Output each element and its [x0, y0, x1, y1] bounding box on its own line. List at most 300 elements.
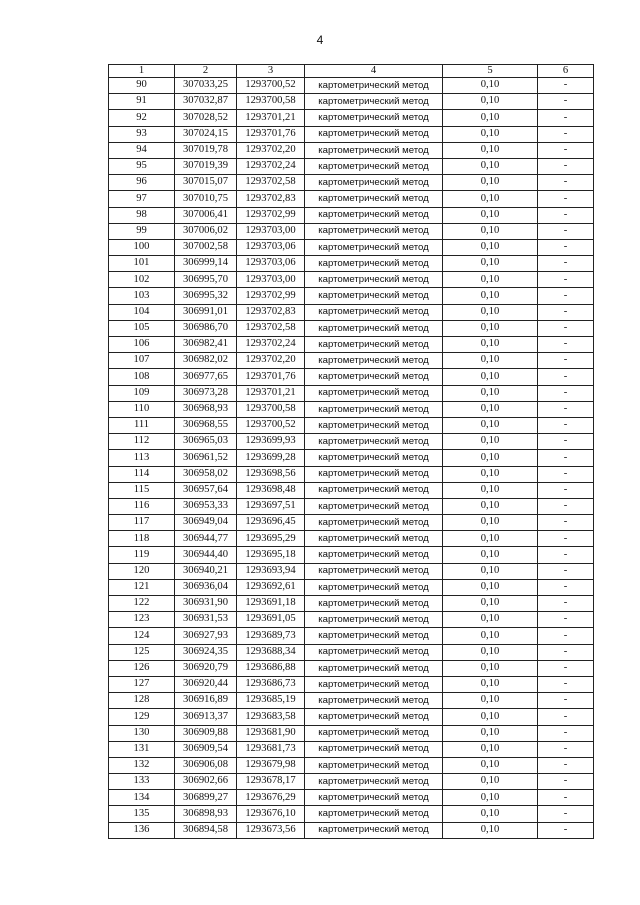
- table-row: [109, 191, 594, 207]
- method-cell: картометрический метод: [305, 175, 443, 191]
- note-cell: -: [538, 790, 594, 806]
- point-number-cell: 120: [109, 563, 175, 579]
- method-cell: картометрический метод: [305, 596, 443, 612]
- x-coordinate-cell: 306995,32: [175, 288, 237, 304]
- table-row: [109, 223, 594, 239]
- note-cell: -: [538, 288, 594, 304]
- method-cell: картометрический метод: [305, 547, 443, 563]
- note-cell: -: [538, 757, 594, 773]
- y-coordinate-cell: 1293702,20: [237, 353, 305, 369]
- note-cell: -: [538, 596, 594, 612]
- y-coordinate-cell: 1293673,56: [237, 822, 305, 838]
- accuracy-cell: 0,10: [443, 353, 538, 369]
- table-row: [109, 110, 594, 126]
- note-cell: -: [538, 175, 594, 191]
- x-coordinate-cell: 306953,33: [175, 498, 237, 514]
- method-cell: картометрический метод: [305, 757, 443, 773]
- x-coordinate-cell: 306944,77: [175, 531, 237, 547]
- y-coordinate-cell: 1293695,18: [237, 547, 305, 563]
- note-cell: -: [538, 579, 594, 595]
- page-number: 4: [316, 33, 324, 47]
- accuracy-cell: 0,10: [443, 466, 538, 482]
- point-number-cell: 102: [109, 272, 175, 288]
- point-number-cell: 100: [109, 239, 175, 255]
- y-coordinate-cell: 1293703,00: [237, 223, 305, 239]
- point-number-cell: 91: [109, 94, 175, 110]
- note-cell: -: [538, 94, 594, 110]
- y-coordinate-cell: 1293698,56: [237, 466, 305, 482]
- point-number-cell: 111: [109, 417, 175, 433]
- method-cell: картометрический метод: [305, 320, 443, 336]
- accuracy-cell: 0,10: [443, 126, 538, 142]
- y-coordinate-cell: 1293689,73: [237, 628, 305, 644]
- point-number-cell: 130: [109, 725, 175, 741]
- note-cell: -: [538, 110, 594, 126]
- method-cell: картометрический метод: [305, 126, 443, 142]
- point-number-cell: 97: [109, 191, 175, 207]
- method-cell: картометрический метод: [305, 417, 443, 433]
- x-coordinate-cell: 306931,90: [175, 596, 237, 612]
- method-cell: картометрический метод: [305, 385, 443, 401]
- column-header: 6: [538, 65, 594, 78]
- table-row: [109, 337, 594, 353]
- x-coordinate-cell: 306982,02: [175, 353, 237, 369]
- y-coordinate-cell: 1293695,29: [237, 531, 305, 547]
- table-row: [109, 369, 594, 385]
- y-coordinate-cell: 1293700,58: [237, 401, 305, 417]
- method-cell: картометрический метод: [305, 256, 443, 272]
- point-number-cell: 118: [109, 531, 175, 547]
- table-row: [109, 434, 594, 450]
- point-number-cell: 103: [109, 288, 175, 304]
- point-number-cell: 117: [109, 515, 175, 531]
- method-cell: картометрический метод: [305, 579, 443, 595]
- note-cell: -: [538, 709, 594, 725]
- point-number-cell: 134: [109, 790, 175, 806]
- table-row: [109, 725, 594, 741]
- table-row: [109, 579, 594, 595]
- point-number-cell: 129: [109, 709, 175, 725]
- column-header: 1: [109, 65, 175, 78]
- y-coordinate-cell: 1293702,99: [237, 207, 305, 223]
- accuracy-cell: 0,10: [443, 272, 538, 288]
- point-number-cell: 94: [109, 142, 175, 158]
- note-cell: -: [538, 774, 594, 790]
- note-cell: -: [538, 547, 594, 563]
- table-row: [109, 288, 594, 304]
- point-number-cell: 135: [109, 806, 175, 822]
- note-cell: -: [538, 676, 594, 692]
- method-cell: картометрический метод: [305, 304, 443, 320]
- x-coordinate-cell: 306944,40: [175, 547, 237, 563]
- table-row: [109, 158, 594, 174]
- x-coordinate-cell: 306968,55: [175, 417, 237, 433]
- point-number-cell: 95: [109, 158, 175, 174]
- table-row: [109, 385, 594, 401]
- point-number-cell: 115: [109, 482, 175, 498]
- method-cell: картометрический метод: [305, 78, 443, 94]
- table-body: [109, 78, 594, 839]
- method-cell: картометрический метод: [305, 207, 443, 223]
- accuracy-cell: 0,10: [443, 175, 538, 191]
- accuracy-cell: 0,10: [443, 320, 538, 336]
- x-coordinate-cell: 307019,78: [175, 142, 237, 158]
- table-row: [109, 401, 594, 417]
- x-coordinate-cell: 306902,66: [175, 774, 237, 790]
- accuracy-cell: 0,10: [443, 110, 538, 126]
- table-row: [109, 531, 594, 547]
- accuracy-cell: 0,10: [443, 207, 538, 223]
- y-coordinate-cell: 1293702,20: [237, 142, 305, 158]
- method-cell: картометрический метод: [305, 676, 443, 692]
- y-coordinate-cell: 1293701,76: [237, 369, 305, 385]
- accuracy-cell: 0,10: [443, 450, 538, 466]
- table-row: [109, 175, 594, 191]
- x-coordinate-cell: 306961,52: [175, 450, 237, 466]
- x-coordinate-cell: 306909,88: [175, 725, 237, 741]
- note-cell: -: [538, 207, 594, 223]
- y-coordinate-cell: 1293702,99: [237, 288, 305, 304]
- accuracy-cell: 0,10: [443, 709, 538, 725]
- method-cell: картометрический метод: [305, 353, 443, 369]
- y-coordinate-cell: 1293702,83: [237, 191, 305, 207]
- table-row: [109, 547, 594, 563]
- y-coordinate-cell: 1293700,52: [237, 78, 305, 94]
- point-number-cell: 98: [109, 207, 175, 223]
- method-cell: картометрический метод: [305, 563, 443, 579]
- point-number-cell: 123: [109, 612, 175, 628]
- note-cell: -: [538, 563, 594, 579]
- table-row: [109, 596, 594, 612]
- note-cell: -: [538, 725, 594, 741]
- note-cell: -: [538, 369, 594, 385]
- y-coordinate-cell: 1293698,48: [237, 482, 305, 498]
- accuracy-cell: 0,10: [443, 757, 538, 773]
- method-cell: картометрический метод: [305, 628, 443, 644]
- column-header: 2: [175, 65, 237, 78]
- point-number-cell: 128: [109, 693, 175, 709]
- table-row: [109, 126, 594, 142]
- y-coordinate-cell: 1293702,58: [237, 175, 305, 191]
- y-coordinate-cell: 1293693,94: [237, 563, 305, 579]
- y-coordinate-cell: 1293683,58: [237, 709, 305, 725]
- note-cell: -: [538, 256, 594, 272]
- accuracy-cell: 0,10: [443, 644, 538, 660]
- y-coordinate-cell: 1293691,05: [237, 612, 305, 628]
- x-coordinate-cell: 306968,93: [175, 401, 237, 417]
- note-cell: -: [538, 466, 594, 482]
- accuracy-cell: 0,10: [443, 806, 538, 822]
- y-coordinate-cell: 1293686,88: [237, 660, 305, 676]
- x-coordinate-cell: 306906,08: [175, 757, 237, 773]
- accuracy-cell: 0,10: [443, 693, 538, 709]
- point-number-cell: 121: [109, 579, 175, 595]
- note-cell: -: [538, 531, 594, 547]
- point-number-cell: 93: [109, 126, 175, 142]
- x-coordinate-cell: 307010,75: [175, 191, 237, 207]
- method-cell: картометрический метод: [305, 709, 443, 725]
- x-coordinate-cell: 306957,64: [175, 482, 237, 498]
- table-row: [109, 822, 594, 838]
- point-number-cell: 114: [109, 466, 175, 482]
- x-coordinate-cell: 306931,53: [175, 612, 237, 628]
- method-cell: картометрический метод: [305, 741, 443, 757]
- y-coordinate-cell: 1293702,83: [237, 304, 305, 320]
- method-cell: картометрический метод: [305, 272, 443, 288]
- x-coordinate-cell: 307028,52: [175, 110, 237, 126]
- accuracy-cell: 0,10: [443, 94, 538, 110]
- table-row: [109, 272, 594, 288]
- method-cell: картометрический метод: [305, 110, 443, 126]
- accuracy-cell: 0,10: [443, 482, 538, 498]
- y-coordinate-cell: 1293703,06: [237, 239, 305, 255]
- note-cell: -: [538, 191, 594, 207]
- accuracy-cell: 0,10: [443, 385, 538, 401]
- point-number-cell: 116: [109, 498, 175, 514]
- note-cell: -: [538, 822, 594, 838]
- note-cell: -: [538, 385, 594, 401]
- y-coordinate-cell: 1293678,17: [237, 774, 305, 790]
- x-coordinate-cell: 307019,39: [175, 158, 237, 174]
- table-row: [109, 94, 594, 110]
- accuracy-cell: 0,10: [443, 676, 538, 692]
- point-number-cell: 122: [109, 596, 175, 612]
- point-number-cell: 125: [109, 644, 175, 660]
- note-cell: -: [538, 353, 594, 369]
- x-coordinate-cell: 306920,79: [175, 660, 237, 676]
- accuracy-cell: 0,10: [443, 790, 538, 806]
- point-number-cell: 108: [109, 369, 175, 385]
- y-coordinate-cell: 1293703,06: [237, 256, 305, 272]
- accuracy-cell: 0,10: [443, 725, 538, 741]
- accuracy-cell: 0,10: [443, 158, 538, 174]
- y-coordinate-cell: 1293700,52: [237, 417, 305, 433]
- note-cell: -: [538, 450, 594, 466]
- note-cell: -: [538, 337, 594, 353]
- note-cell: -: [538, 78, 594, 94]
- x-coordinate-cell: 306913,37: [175, 709, 237, 725]
- point-number-cell: 105: [109, 320, 175, 336]
- method-cell: картометрический метод: [305, 790, 443, 806]
- method-cell: картометрический метод: [305, 466, 443, 482]
- x-coordinate-cell: 307024,15: [175, 126, 237, 142]
- x-coordinate-cell: 306898,93: [175, 806, 237, 822]
- accuracy-cell: 0,10: [443, 288, 538, 304]
- table-row: [109, 693, 594, 709]
- x-coordinate-cell: 306965,03: [175, 434, 237, 450]
- table-row: [109, 709, 594, 725]
- accuracy-cell: 0,10: [443, 223, 538, 239]
- table-row: [109, 417, 594, 433]
- table-row: [109, 644, 594, 660]
- note-cell: -: [538, 272, 594, 288]
- note-cell: -: [538, 806, 594, 822]
- table-row: [109, 256, 594, 272]
- point-number-cell: 124: [109, 628, 175, 644]
- x-coordinate-cell: 306899,27: [175, 790, 237, 806]
- y-coordinate-cell: 1293702,24: [237, 158, 305, 174]
- accuracy-cell: 0,10: [443, 547, 538, 563]
- y-coordinate-cell: 1293692,61: [237, 579, 305, 595]
- table-row: [109, 612, 594, 628]
- accuracy-cell: 0,10: [443, 401, 538, 417]
- method-cell: картометрический метод: [305, 644, 443, 660]
- y-coordinate-cell: 1293697,51: [237, 498, 305, 514]
- y-coordinate-cell: 1293701,76: [237, 126, 305, 142]
- table-row: [109, 142, 594, 158]
- method-cell: картометрический метод: [305, 725, 443, 741]
- table-row: [109, 498, 594, 514]
- accuracy-cell: 0,10: [443, 498, 538, 514]
- x-coordinate-cell: 307015,07: [175, 175, 237, 191]
- note-cell: -: [538, 628, 594, 644]
- coordinates-table: [108, 64, 594, 839]
- note-cell: -: [538, 612, 594, 628]
- y-coordinate-cell: 1293703,00: [237, 272, 305, 288]
- point-number-cell: 112: [109, 434, 175, 450]
- x-coordinate-cell: 306991,01: [175, 304, 237, 320]
- x-coordinate-cell: 306958,02: [175, 466, 237, 482]
- note-cell: -: [538, 142, 594, 158]
- y-coordinate-cell: 1293688,34: [237, 644, 305, 660]
- accuracy-cell: 0,10: [443, 563, 538, 579]
- note-cell: -: [538, 223, 594, 239]
- table-row: [109, 466, 594, 482]
- method-cell: картометрический метод: [305, 401, 443, 417]
- x-coordinate-cell: 306949,04: [175, 515, 237, 531]
- table-header-row: [109, 65, 594, 78]
- accuracy-cell: 0,10: [443, 78, 538, 94]
- x-coordinate-cell: 306920,44: [175, 676, 237, 692]
- point-number-cell: 106: [109, 337, 175, 353]
- accuracy-cell: 0,10: [443, 337, 538, 353]
- note-cell: -: [538, 434, 594, 450]
- point-number-cell: 110: [109, 401, 175, 417]
- y-coordinate-cell: 1293676,10: [237, 806, 305, 822]
- accuracy-cell: 0,10: [443, 660, 538, 676]
- method-cell: картометрический метод: [305, 94, 443, 110]
- accuracy-cell: 0,10: [443, 822, 538, 838]
- y-coordinate-cell: 1293701,21: [237, 385, 305, 401]
- method-cell: картометрический метод: [305, 434, 443, 450]
- accuracy-cell: 0,10: [443, 191, 538, 207]
- table-row: [109, 450, 594, 466]
- point-number-cell: 90: [109, 78, 175, 94]
- table-row: [109, 515, 594, 531]
- method-cell: картометрический метод: [305, 142, 443, 158]
- point-number-cell: 119: [109, 547, 175, 563]
- method-cell: картометрический метод: [305, 774, 443, 790]
- x-coordinate-cell: 306909,54: [175, 741, 237, 757]
- note-cell: -: [538, 660, 594, 676]
- y-coordinate-cell: 1293700,58: [237, 94, 305, 110]
- note-cell: -: [538, 304, 594, 320]
- method-cell: картометрический метод: [305, 693, 443, 709]
- accuracy-cell: 0,10: [443, 369, 538, 385]
- x-coordinate-cell: 307032,87: [175, 94, 237, 110]
- x-coordinate-cell: 306940,21: [175, 563, 237, 579]
- point-number-cell: 99: [109, 223, 175, 239]
- column-header: 5: [443, 65, 538, 78]
- column-header: 4: [305, 65, 443, 78]
- x-coordinate-cell: 307006,02: [175, 223, 237, 239]
- y-coordinate-cell: 1293681,73: [237, 741, 305, 757]
- accuracy-cell: 0,10: [443, 531, 538, 547]
- method-cell: картометрический метод: [305, 660, 443, 676]
- point-number-cell: 101: [109, 256, 175, 272]
- accuracy-cell: 0,10: [443, 304, 538, 320]
- y-coordinate-cell: 1293685,19: [237, 693, 305, 709]
- note-cell: -: [538, 482, 594, 498]
- point-number-cell: 113: [109, 450, 175, 466]
- method-cell: картометрический метод: [305, 288, 443, 304]
- accuracy-cell: 0,10: [443, 142, 538, 158]
- point-number-cell: 104: [109, 304, 175, 320]
- point-number-cell: 126: [109, 660, 175, 676]
- y-coordinate-cell: 1293681,90: [237, 725, 305, 741]
- table-row: [109, 806, 594, 822]
- table-row: [109, 774, 594, 790]
- note-cell: -: [538, 644, 594, 660]
- note-cell: -: [538, 741, 594, 757]
- method-cell: картометрический метод: [305, 239, 443, 255]
- x-coordinate-cell: 306916,89: [175, 693, 237, 709]
- table-row: [109, 353, 594, 369]
- note-cell: -: [538, 417, 594, 433]
- x-coordinate-cell: 306982,41: [175, 337, 237, 353]
- note-cell: -: [538, 126, 594, 142]
- x-coordinate-cell: 306924,35: [175, 644, 237, 660]
- column-header: 3: [237, 65, 305, 78]
- y-coordinate-cell: 1293701,21: [237, 110, 305, 126]
- table-row: [109, 207, 594, 223]
- table-row: [109, 790, 594, 806]
- method-cell: картометрический метод: [305, 450, 443, 466]
- note-cell: -: [538, 239, 594, 255]
- accuracy-cell: 0,10: [443, 239, 538, 255]
- y-coordinate-cell: 1293702,24: [237, 337, 305, 353]
- y-coordinate-cell: 1293679,98: [237, 757, 305, 773]
- accuracy-cell: 0,10: [443, 434, 538, 450]
- table-row: [109, 239, 594, 255]
- point-number-cell: 131: [109, 741, 175, 757]
- point-number-cell: 96: [109, 175, 175, 191]
- note-cell: -: [538, 515, 594, 531]
- table-row: [109, 741, 594, 757]
- x-coordinate-cell: 306936,04: [175, 579, 237, 595]
- x-coordinate-cell: 306999,14: [175, 256, 237, 272]
- method-cell: картометрический метод: [305, 822, 443, 838]
- x-coordinate-cell: 307033,25: [175, 78, 237, 94]
- method-cell: картометрический метод: [305, 369, 443, 385]
- accuracy-cell: 0,10: [443, 596, 538, 612]
- table-row: [109, 482, 594, 498]
- accuracy-cell: 0,10: [443, 256, 538, 272]
- x-coordinate-cell: 306977,65: [175, 369, 237, 385]
- note-cell: -: [538, 320, 594, 336]
- accuracy-cell: 0,10: [443, 741, 538, 757]
- accuracy-cell: 0,10: [443, 774, 538, 790]
- table-row: [109, 304, 594, 320]
- method-cell: картометрический метод: [305, 515, 443, 531]
- note-cell: -: [538, 498, 594, 514]
- y-coordinate-cell: 1293696,45: [237, 515, 305, 531]
- table-row: [109, 78, 594, 94]
- method-cell: картометрический метод: [305, 223, 443, 239]
- y-coordinate-cell: 1293691,18: [237, 596, 305, 612]
- point-number-cell: 127: [109, 676, 175, 692]
- point-number-cell: 92: [109, 110, 175, 126]
